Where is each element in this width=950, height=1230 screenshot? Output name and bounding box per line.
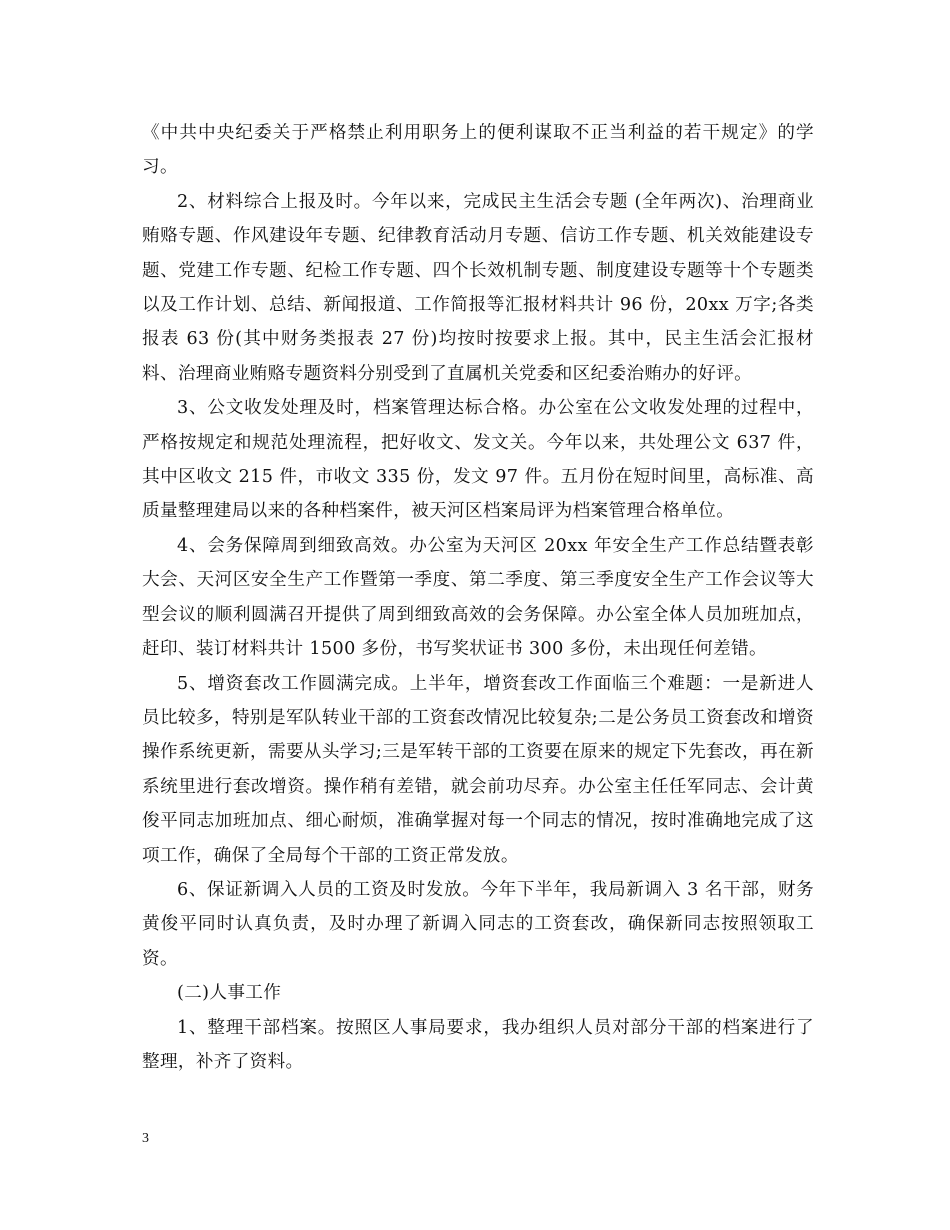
paragraph-meeting-support: 4、会务保障周到细致高效。办公室为天河区 20xx 年安全生产工作总结暨表彰大会、天河区安全生产工作暨第一季度、第二季度、第三季度安全生产工作会议等大型会议的顺利圆满召开提供了周到细致高效的会务保障。办公室全体人员加班加点，赶印、装订材料共计 1500 多份，书写奖状证书 300 多份，未出现任何差错。 — [142, 535, 814, 660]
page-number: 3 — [142, 1131, 149, 1146]
paragraph-study-continuation: 《中共中央纪委关于严格禁止利用职务上的便利谋取不正当利益的若干规定》的学习。 — [142, 123, 814, 178]
paragraph-cadre-archives: 1、整理干部档案。按照区人事局要求，我办组织人员对部分干部的档案进行了整理，补齐了资料。 — [142, 1017, 814, 1072]
paragraph-new-staff-salary: 6、保证新调入人员的工资及时发放。今年下半年，我局新调入 3 名干部，财务黄俊平同时认真负责，及时办理了新调入同志的工资套改，确保新同志按照领取工资。 — [142, 879, 814, 969]
paragraph-salary-reform: 5、增资套改工作圆满完成。上半年，增资套改工作面临三个难题：一是新进人员比较多，特别是军队转业干部的工资套改情况比较复杂;二是公务员工资套改和增资操作系统更新，需要从头学习;三是军转干部的工资要在原来的规定下先套改，再在新系统里进行套改增资。操作稍有差错，就会前功尽弃。办公室主任任军同志、会计黄俊平同志加班加点、细心耐烦，准确掌握对每一个同志的情况，按时准确地完成了这项工作，确保了全局每个干部的工资正常发放。 — [142, 673, 814, 866]
paragraph-document-processing: 3、公文收发处理及时，档案管理达标合格。办公室在公文收发处理的过程中，严格按规定和规范处理流程，把好收文、发文关。今年以来，共处理公文 637 件，其中区收文 215 件，市收文 335 份，发文 97 件。五月份在短时间里，高标准、高质量整理建局以来的各种档案件，被天河区档案局评为档案管理合格单位。 — [142, 398, 814, 522]
document-body — [142, 116, 814, 1079]
paragraph-materials-report: 2、材料综合上报及时。今年以来，完成民主生活会专题 (全年两次)、治理商业贿赂专题、作风建设年专题、纪律教育活动月专题、信访工作专题、机关效能建设专题、党建工作专题、纪检工作专题、四个长效机制专题、制度建设专题等十个专题类以及工作计划、总结、新闻报道、工作简报等汇报材料共计 96 份，20xx 万字;各类报表 63 份(其中财务类报表 27 份)均按时按要求上报。其中，民主生活会汇报材料、治理商业贿赂专题资料分别受到了直属机关党委和区纪委治贿办的好评。 — [142, 191, 814, 384]
section-heading-personnel-work: (二)人事工作 — [177, 983, 282, 1004]
